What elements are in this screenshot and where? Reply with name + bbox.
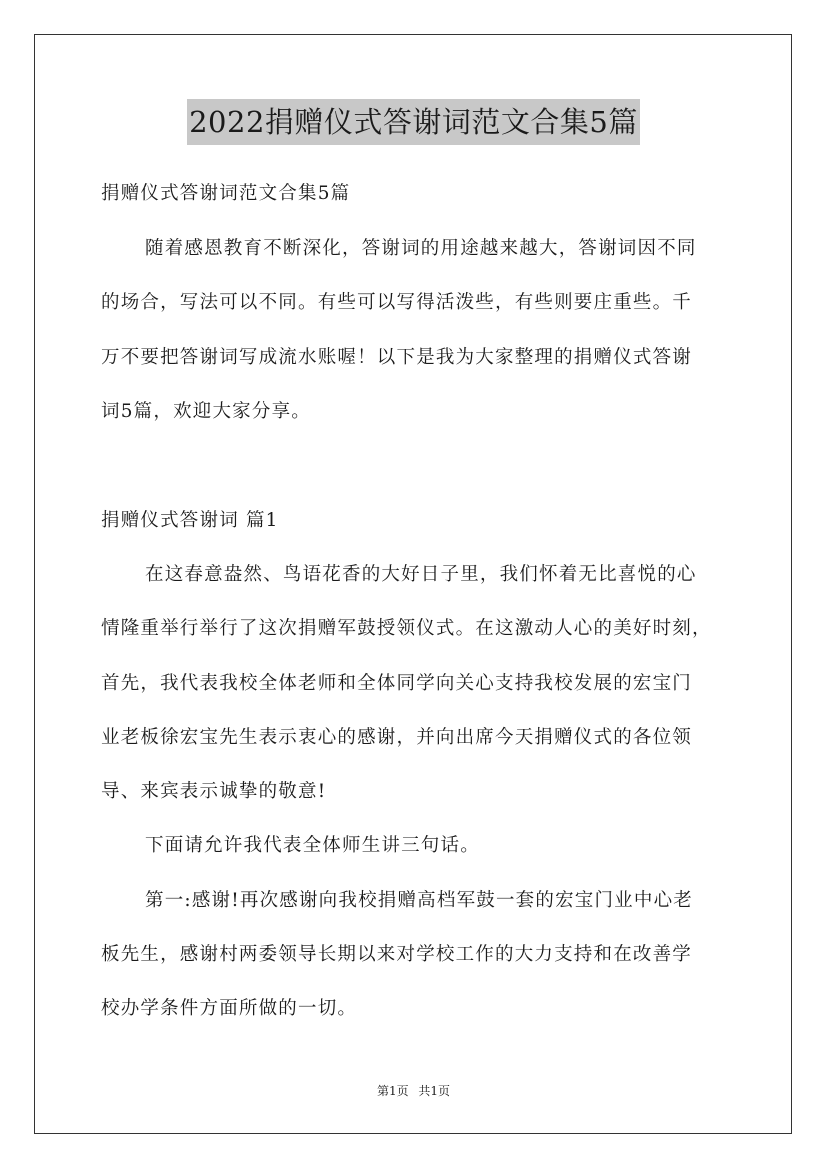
para1-line-1[interactable]: 在这春意盎然、鸟语花香的大好日子里，我们怀着无比喜悦的心 [145, 564, 697, 585]
page-number-total: 共1页 [418, 1084, 451, 1098]
page-number-current: 第1页 [376, 1084, 409, 1098]
para1-line-5[interactable]: 导、来宾表示诚挚的敬意! [101, 781, 327, 802]
section-heading[interactable]: 捐赠仪式答谢词 篇1 [101, 510, 279, 531]
subtitle[interactable]: 捐赠仪式答谢词范文合集5篇 [101, 183, 351, 204]
intro-line-2[interactable]: 的场合，写法可以不同。有些可以写得活泼些，有些则要庄重些。千 [101, 292, 693, 313]
intro-line-4[interactable]: 词5篇，欢迎大家分享。 [101, 401, 311, 422]
para1-line-4[interactable]: 业老板徐宏宝先生表示衷心的感谢，并向出席今天捐赠仪式的各位领 [101, 727, 693, 748]
para3-line-3[interactable]: 校办学条件方面所做的一切。 [101, 998, 358, 1019]
para1-line-2[interactable]: 情隆重举行举行了这次捐赠军鼓授领仪式。在这激动人心的美好时刻， [101, 618, 712, 639]
page-footer [0, 1083, 827, 1099]
document-title[interactable]: 2022捐赠仪式答谢词范文合集5篇 [187, 99, 640, 145]
para3-line-2[interactable]: 板先生，感谢村两委领导长期以来对学校工作的大力支持和在改善学 [101, 944, 693, 965]
para3-line-1[interactable]: 第一:感谢!再次感谢向我校捐赠高档军鼓一套的宏宝门业中心老 [145, 890, 693, 911]
para2-line-1[interactable]: 下面请允许我代表全体师生讲三句话。 [145, 835, 480, 856]
intro-line-1[interactable]: 随着感恩教育不断深化，答谢词的用途越来越大，答谢词因不同 [145, 238, 697, 259]
para1-line-3[interactable]: 首先，我代表我校全体老师和全体同学向关心支持我校发展的宏宝门 [101, 673, 693, 694]
intro-line-3[interactable]: 万不要把答谢词写成流水账喔！以下是我为大家整理的捐赠仪式答谢 [101, 347, 693, 368]
title-container [0, 99, 827, 145]
